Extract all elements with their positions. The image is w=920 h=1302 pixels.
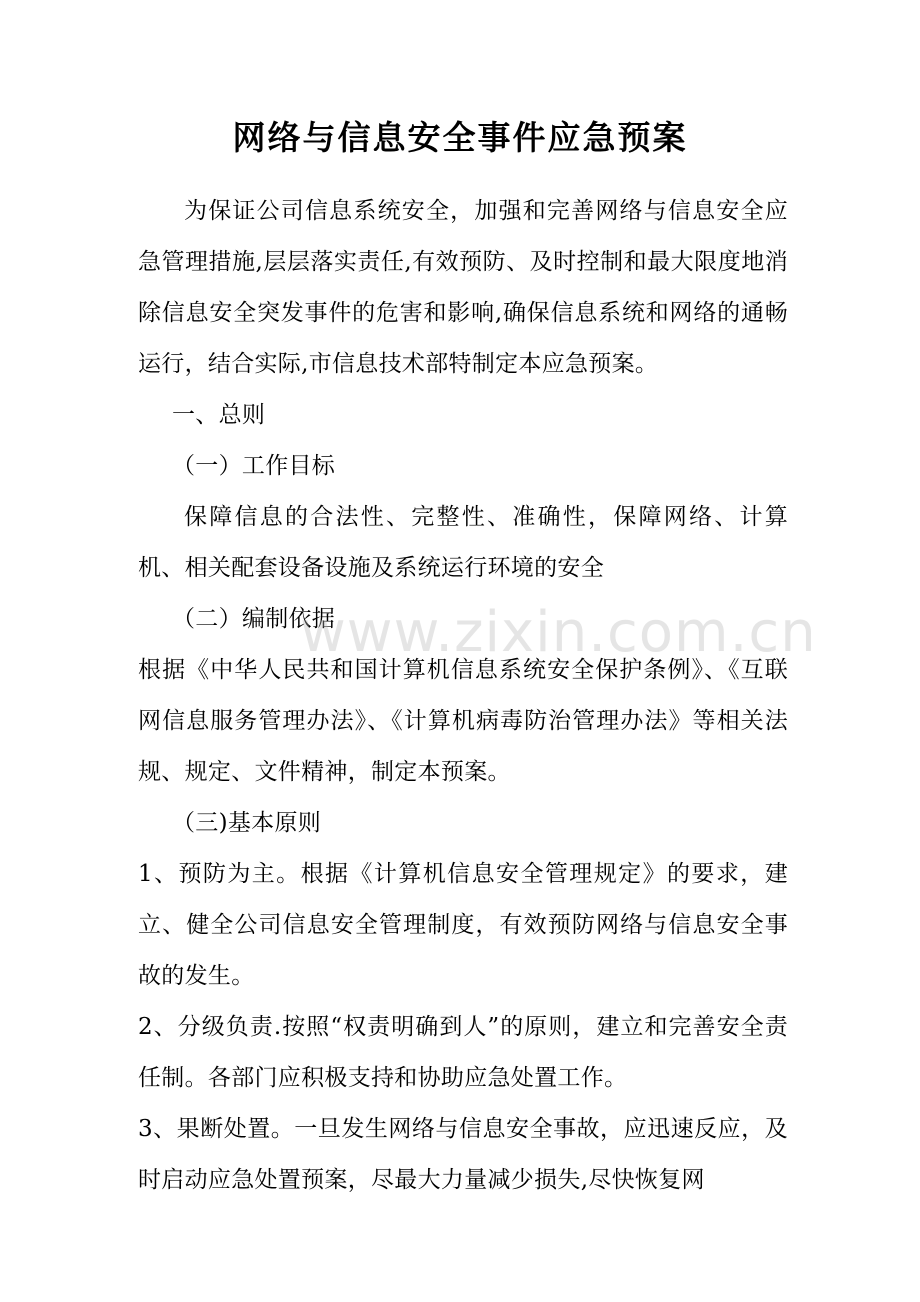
section-heading-general: 一、总则 <box>172 402 266 428</box>
site-watermark: www.zixin.com.cn <box>300 600 817 665</box>
basis-paragraph: 根据《中华人民共和国计算机信息系统安全保护条例》、《互联网信息服务管理办法》、《计算机病毒防治管理办法》等相关法规、规定、文件精神，制定本预案。 <box>138 657 788 785</box>
subsection-heading-goal: （一）工作目标 <box>172 453 336 479</box>
principle-item-1: 1、预防为主。根据《计算机信息安全管理规定》的要求，建立、健全公司信息安全管理制度，有效预防网络与信息安全事故的发生。 <box>138 861 788 989</box>
subsection-heading-basis: （二）编制依据 <box>172 606 336 632</box>
document-title: 网络与信息安全事件应急预案 <box>232 118 688 157</box>
principle-item-3: 3、果断处置。一旦发生网络与信息安全事故，应迅速反应，及时启动应急处置预案，尽最大力量减少损失,尽快恢复网 <box>138 1116 788 1193</box>
subsection-heading-principles: （三)基本原则 <box>172 810 322 836</box>
goal-paragraph: 保障信息的合法性、完整性、准确性，保障网络、计算机、相关配套设备设施及系统运行环境的安全 <box>138 504 788 581</box>
intro-paragraph: 为保证公司信息系统安全，加强和完善网络与信息安全应急管理措施,层层落实责任,有效预防、及时控制和最大限度地消除信息安全突发事件的危害和影响,确保信息系统和网络的通畅运行，结合实际,市信息技术部特制定本应急预案。 <box>138 198 788 377</box>
principle-item-2: 2、分级负责.按照“权责明确到人”的原则，建立和完善安全责任制。各部门应积极支持和协助应急处置工作。 <box>138 1014 788 1091</box>
document-body <box>138 186 788 1206</box>
